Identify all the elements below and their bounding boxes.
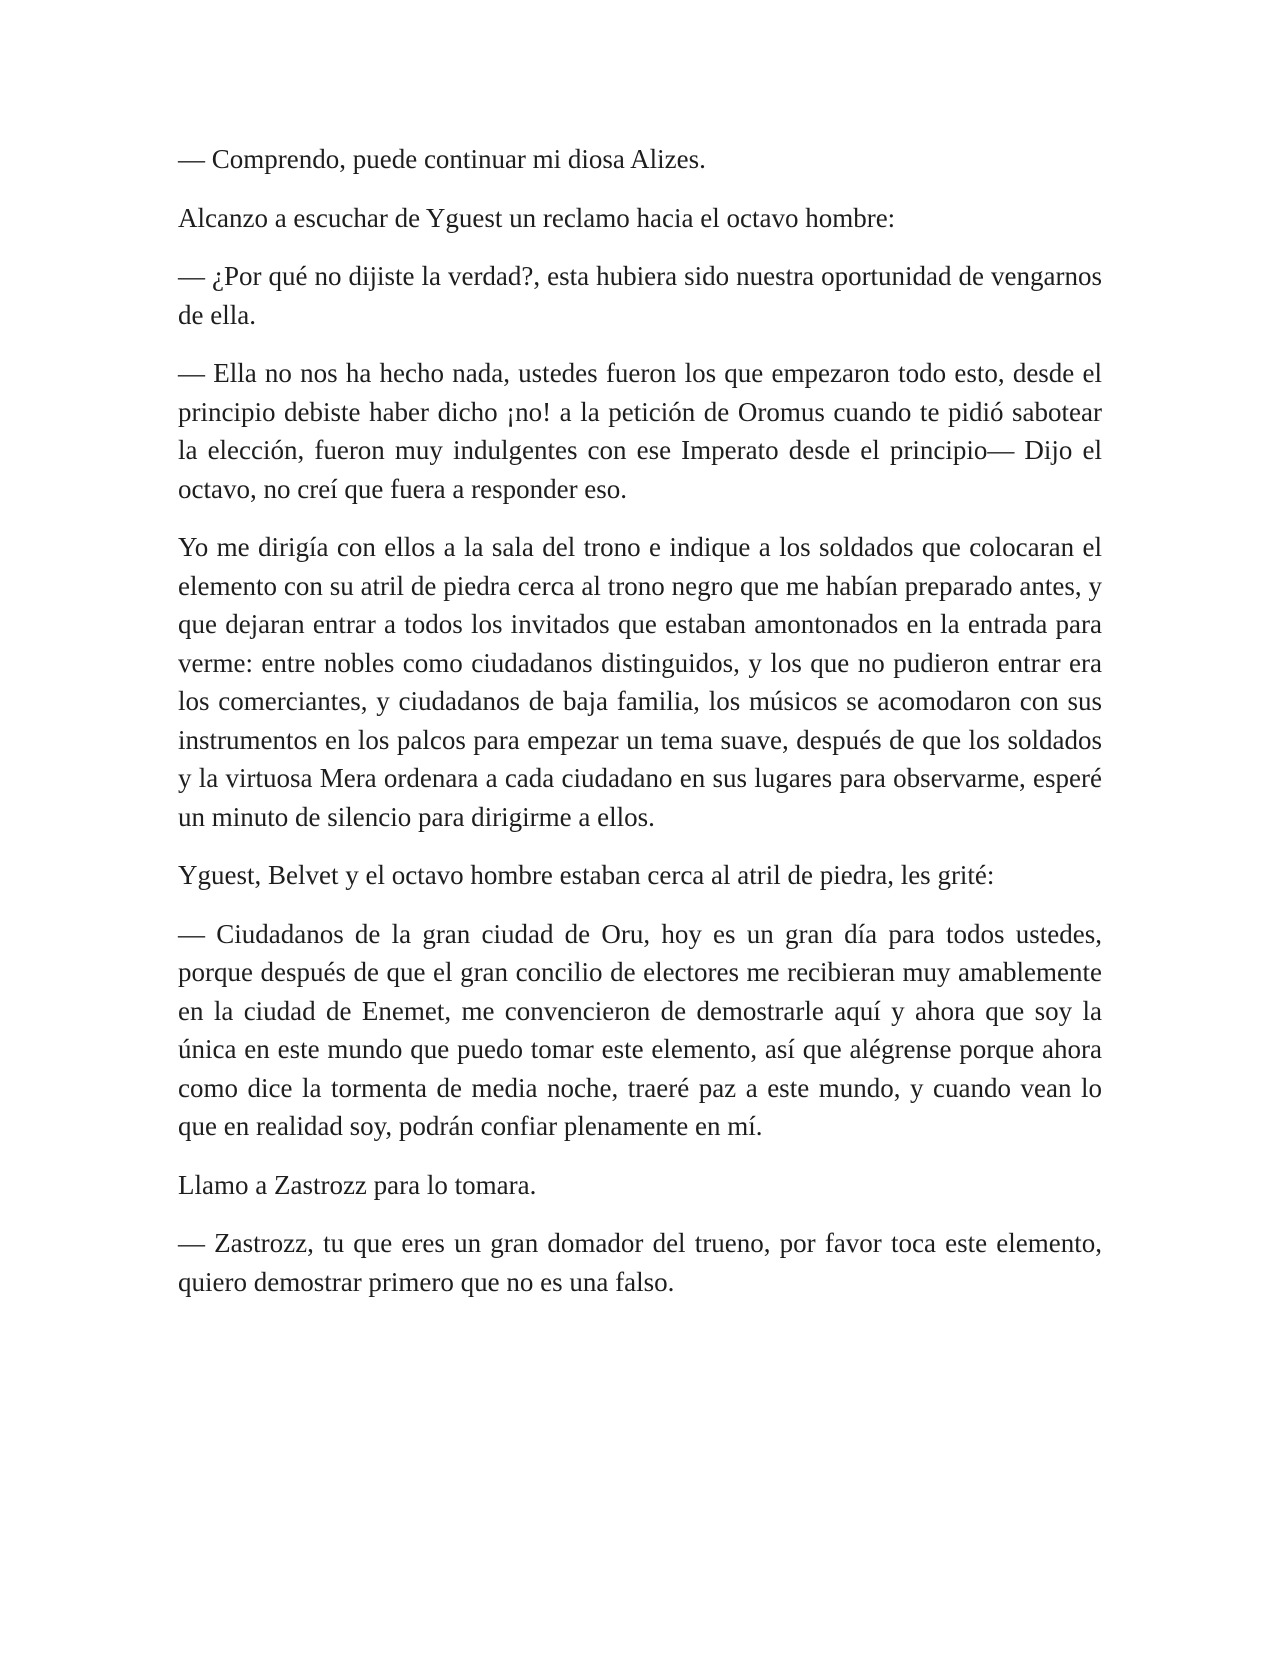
paragraph-4: — Ella no nos ha hecho nada, ustedes fueron los que empezaron todo esto, desde el principio debiste haber dicho ¡no! a la petición de Oromus cuando te pidió sabotear la elección, fueron muy indulgentes con ese Imperato desde el principio— Dijo el octavo, no creí que fuera a responder eso. [178, 358, 1102, 504]
paragraph-2: Alcanzo a escuchar de Yguest un reclamo hacia el octavo hombre: [178, 202, 896, 233]
paragraph-1: — Comprendo, puede continuar mi diosa Alizes. [178, 144, 706, 174]
paragraph-8: Llamo a Zastrozz para lo tomara. [178, 1169, 537, 1200]
paragraph-9: — Zastrozz, tu que eres un gran domador del trueno, por favor toca este elemento, quiero demostrar primero que no es una falso. [178, 1228, 1102, 1297]
paragraph-7: — Ciudadanos de la gran ciudad de Oru, hoy es un gran día para todos ustedes, porque después de que el gran concilio de electores me recibieran muy amablemente en la ciudad de Enemet, me convencieron de demostrarle aquí y ahora que soy la única en este mundo que puedo tomar este elemento, así que alégrense porque ahora como dice la tormenta de media noche, traeré paz a este mundo, y cuando vean lo que en realidad soy, podrán confiar plenamente en mí. [178, 918, 1102, 1141]
paragraph-6: Yguest, Belvet y el octavo hombre estaban cerca al atril de piedra, les grité: [178, 860, 995, 890]
paragraph-5: Yo me dirigía con ellos a la sala del trono e indique a los soldados que colocaran el elemento con su atril de piedra cerca al trono negro que me habían preparado antes, y que dejaran entrar a todos los invitados que estaban amontonados en la entrada para verme: entre nobles como ciudadanos distinguidos, y los que no pudieron entrar era los comerciantes, y ciudadanos de baja familia, los músicos se acomodaron con sus instrumentos en los palcos para empezar un tema suave, después de que los soldados y la virtuosa Mera ordenara a cada ciudadano en sus lugares para observarme, esperé un minuto de silencio para dirigirme a ellos. [178, 532, 1102, 832]
document-page [178, 140, 1102, 1321]
paragraph-3: — ¿Por qué no dijiste la verdad?, esta hubiera sido nuestra oportunidad de vengarnos de ella. [178, 261, 1102, 330]
